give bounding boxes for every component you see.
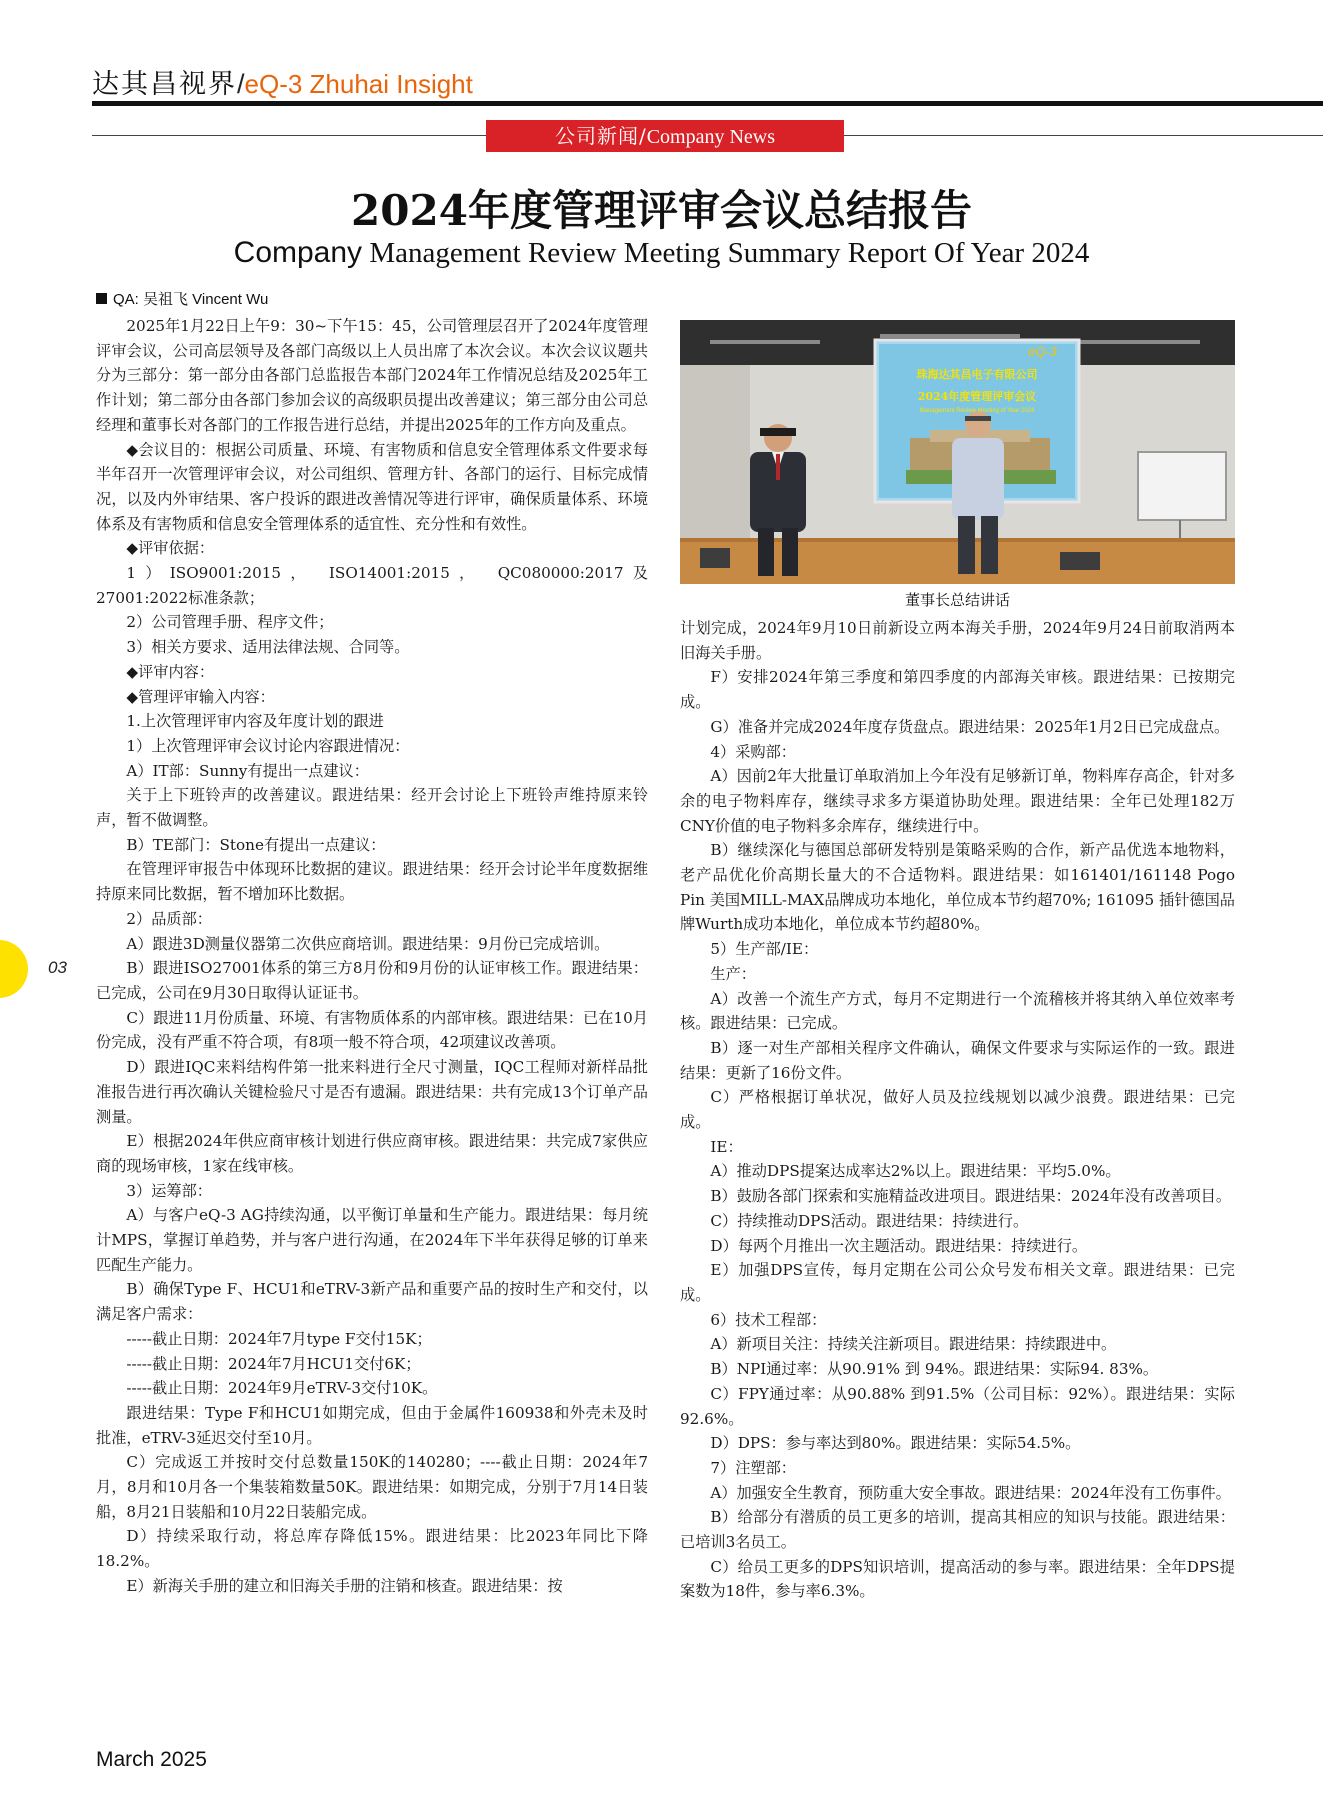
masthead-rule (92, 101, 1323, 106)
screen-company-name: 珠海达其昌电子有限公司 (916, 368, 1038, 381)
photo-caption: 董事长总结讲话 (904, 591, 1010, 609)
paragraph: 计划完成，2024年9月10日前新设立两本海关手册，2024年9月24日前取消两本旧海关手册。 (680, 619, 1235, 662)
paragraph: 生产： (710, 964, 756, 983)
paragraph: E）新海关手册的建立和旧海关手册的注销和核查。跟进结果：按 (126, 1576, 563, 1595)
masthead (92, 62, 1323, 104)
article-title-en (0, 236, 1323, 270)
paragraph: C）完成返工并按时交付总数量150K的140280；----截止日期：2024年7月，8月和10月各一个集装箱数量50K。跟进结果：如期完成，分别于7月14日装船，8月21日装船和10月22日装船完成。 (96, 1453, 648, 1521)
masthead-slash: / (237, 69, 245, 99)
paragraph: B）跟进ISO27001体系的第三方8月份和9月份的认证审核工作。跟进结果：已完成，公司在9月30日取得认证证书。 (96, 959, 648, 1002)
section-tag-sep: / (638, 124, 647, 148)
paragraph: D）每两个月推出一次主题活动。跟进结果：持续进行。 (710, 1236, 1088, 1255)
paragraph: D）DPS：参与率达到80%。跟进结果：实际54.5%。 (710, 1434, 1081, 1453)
paragraph: B）继续深化与德国总部研发特别是策略采购的合作，新产品优选本地物料，老产品优化价高期长量大的不合适物料。跟进结果：如161401/161148 Pogo Pin 美国MILL-MAX品牌成功本地化，单位成本节约超70%; 161095 插针德国品牌Wurth成功本地化，单位成本节约超80%。 (680, 841, 1235, 934)
paragraph: F）安排2024年第三季度和第四季度的内部海关审核。跟进结果：已按期完成。 (680, 668, 1235, 712)
paragraph: A）推动DPS提案达成率达2%以上。跟进结果：平均5.0%。 (710, 1162, 1121, 1181)
masthead-cn: 达其昌视界 (92, 69, 237, 100)
square-bullet-icon (96, 293, 107, 304)
paragraph: 1.上次管理评审内容及年度计划的跟进 (126, 712, 384, 731)
article-title-cn: 2024年度管理评审会议总结报告 (351, 186, 972, 235)
paragraph: C）持续推动DPS活动。跟进结果：持续进行。 (710, 1211, 1029, 1230)
paragraph: D）跟进IQC来料结构件第一批来料进行全尺寸测量，IQC工程师对新样品批准报告进行再次确认关键检验尺寸是否有遗漏。跟进结果：共有完成13个订单产品测量。 (96, 1058, 648, 1126)
screen-meeting-title: 2024年度管理评审会议 (917, 390, 1037, 403)
paragraph: D）持续采取行动，将总库存降低15%。跟进结果：比2023年同比下降18.2%。 (96, 1527, 648, 1571)
paragraph: 4）采购部： (710, 742, 796, 761)
issue-date: March 2025 (96, 1748, 207, 1771)
article-title-en-rest: Management Review Meeting Summary Report Of Year 2024 (362, 237, 1090, 269)
paragraph: B）给部分有潜质的员工更多的培训，提高其相应的知识与技能。跟进结果：已培训3名员工。 (680, 1508, 1235, 1552)
left-column (96, 314, 648, 1599)
section-tag-en: Company News (646, 126, 776, 148)
paragraph: E）加强DPS宣传，每月定期在公司公众号发布相关文章。跟进结果：已完成。 (680, 1261, 1235, 1304)
paragraph: A）因前2年大批量订单取消加上今年没有足够新订单，物料库存高企，针对多余的电子物料库存，继续寻求多方渠道协助处理。跟进结果：全年已处理182万CNY价值的电子物料多余库存，继续进行中。 (680, 767, 1235, 835)
paragraph: B）NPI通过率：从90.91% 到 94%。跟进结果：实际94. 83%。 (710, 1360, 1159, 1379)
paragraph: C）FPY通过率：从90.88% 到91.5%（公司目标：92%）。跟进结果：实际92.6%。 (680, 1384, 1235, 1428)
paragraph: B）TE部门：Stone有提出一点建议： (126, 835, 386, 854)
paragraph: A）改善一个流生产方式，每月不定期进行一个流稽核并将其纳入单位效率考核。跟进结果：已完成。 (680, 989, 1235, 1033)
meeting-photo (680, 320, 1235, 584)
paragraph: B）逐一对生产部相关程序文件确认，确保文件要求与实际运作的一致。跟进结果：更新了16份文件。 (680, 1038, 1235, 1082)
meeting-photo-illustration (680, 320, 1235, 584)
paragraph: ◆会议目的：根据公司质量、环境、有害物质和信息安全管理体系文件要求每半年召开一次管理评审会议，对公司组织、管理方针、各部门的运行、目标完成情况，以及内外审结果、客户投诉的跟进改善情况等进行评审，确保质量体系、环境体系及有害物质和信息安全管理体系的适宜性、充分性和有效性。 (96, 440, 648, 533)
paragraph: A）IT部：Sunny有提出一点建议： (126, 761, 369, 780)
paragraph: C）给员工更多的DPS知识培训，提高活动的参与率。跟进结果：全年DPS提案数为18件，参与率6.3%。 (680, 1557, 1235, 1601)
paragraph: 3）运筹部： (126, 1181, 212, 1200)
author-byline (96, 288, 268, 309)
paragraph: 1）上次管理评审会议讨论内容跟进情况： (126, 736, 410, 755)
paragraph: C）跟进11月份质量、环境、有害物质体系的内部审核。跟进结果：已在10月份完成，没有严重不符合项，有8项一般不符合项，42项建议改善项。 (96, 1008, 648, 1052)
paragraph: -----截止日期：2024年7月HCU1交付6K； (126, 1354, 421, 1373)
paragraph: IE： (710, 1137, 743, 1156)
page-tab-marker (0, 940, 28, 998)
article-title-en-first: Company (233, 236, 363, 269)
paragraph: -----截止日期：2024年9月eTRV-3交付10K。 (126, 1379, 438, 1398)
paragraph: 2025年1月22日上午9：30~下午15：45，公司管理层召开了2024年度管理评审会议，公司高层领导及各部门高级以上人员出席了本次会议。本次会议议题共分为三部分：第一部分由各部门总监报告本部门2024年工作情况总结及2025年工作计划；第二部分由各部门参加会议的高级职员提出改善建议；第三部分由公司总经理和董事长对各部门的工作报告进行总结，并提出2025年的工作方向及重点。 (96, 317, 648, 434)
paragraph: A）新项目关注：持续关注新项目。跟进结果：持续跟进中。 (710, 1335, 1117, 1354)
author-name: QA: 吴祖飞 Vincent Wu (113, 291, 269, 308)
paragraph: 3）相关方要求、适用法律法规、合同等。 (126, 638, 410, 657)
paragraph: C）严格根据订单状况，做好人员及拉线规划以减少浪费。跟进结果：已完成。 (680, 1088, 1235, 1132)
paragraph: G）准备并完成2024年度存货盘点。跟进结果：2025年1月2日已完成盘点。 (710, 717, 1230, 736)
paragraph: 7）注塑部： (710, 1458, 796, 1477)
right-column (680, 616, 1235, 1604)
paragraph: B）确保Type F、HCU1和eTRV-3新产品和重要产品的按时生产和交付，以满足客户需求： (96, 1280, 648, 1324)
paragraph: 2）公司管理手册、程序文件； (126, 613, 334, 632)
paragraph: 1）ISO9001:2015， ISO14001:2015， QC080000:2017及27001:2022标准条款； (96, 564, 648, 607)
paragraph: ◆评审内容： (126, 662, 215, 681)
paragraph: A）加强安全生教育，预防重大安全事故。跟进结果：2024年没有工伤事件。 (710, 1483, 1231, 1502)
paragraph: 跟进结果：Type F和HCU1如期完成，但由于金属件160938和外壳未及时批准，eTRV-3延迟交付至10月。 (96, 1403, 648, 1447)
paragraph: E）根据2024年供应商审核计划进行供应商审核。跟进结果：共完成7家供应商的现场审核，1家在线审核。 (96, 1132, 648, 1175)
paragraph: B）鼓励各部门探索和实施精益改进项目。跟进结果：2024年没有改善项目。 (710, 1187, 1232, 1206)
paragraph: -----截止日期：2024年7月type F交付15K； (126, 1329, 432, 1348)
screen-logo: eQ-3 (1028, 344, 1057, 359)
paragraph: ◆评审依据： (126, 539, 215, 558)
page-number: 03 (48, 958, 67, 977)
paragraph: A）与客户eQ-3 AG持续沟通，以平衡订单量和生产能力。跟进结果：每月统计MPS，掌握订单趋势，并与客户进行沟通，在2024年下半年获得足够的订单来匹配生产能力。 (96, 1206, 648, 1274)
masthead-en: eQ-3 Zhuhai Insight (244, 69, 473, 99)
paragraph: A）跟进3D测量仪器第二次供应商培训。跟进结果：9月份已完成培训。 (126, 934, 610, 953)
section-tag (486, 120, 844, 152)
paragraph: 2）品质部： (126, 909, 212, 928)
screen-meeting-subtitle: Management Review Meeting of Year 2024 (919, 408, 1035, 414)
paragraph: 在管理评审报告中体现环比数据的建议。跟进结果：经开会讨论半年度数据维持原来同比数据，暂不增加环比数据。 (96, 860, 648, 904)
paragraph: ◆管理评审输入内容： (126, 687, 275, 706)
paragraph: 5）生产部/IE： (710, 940, 819, 959)
paragraph: 关于上下班铃声的改善建议。跟进结果：经开会讨论上下班铃声维持原来铃声，暂不做调整。 (96, 786, 648, 830)
section-tag-cn: 公司新闻 (554, 124, 639, 148)
paragraph: 6）技术工程部： (710, 1310, 827, 1329)
